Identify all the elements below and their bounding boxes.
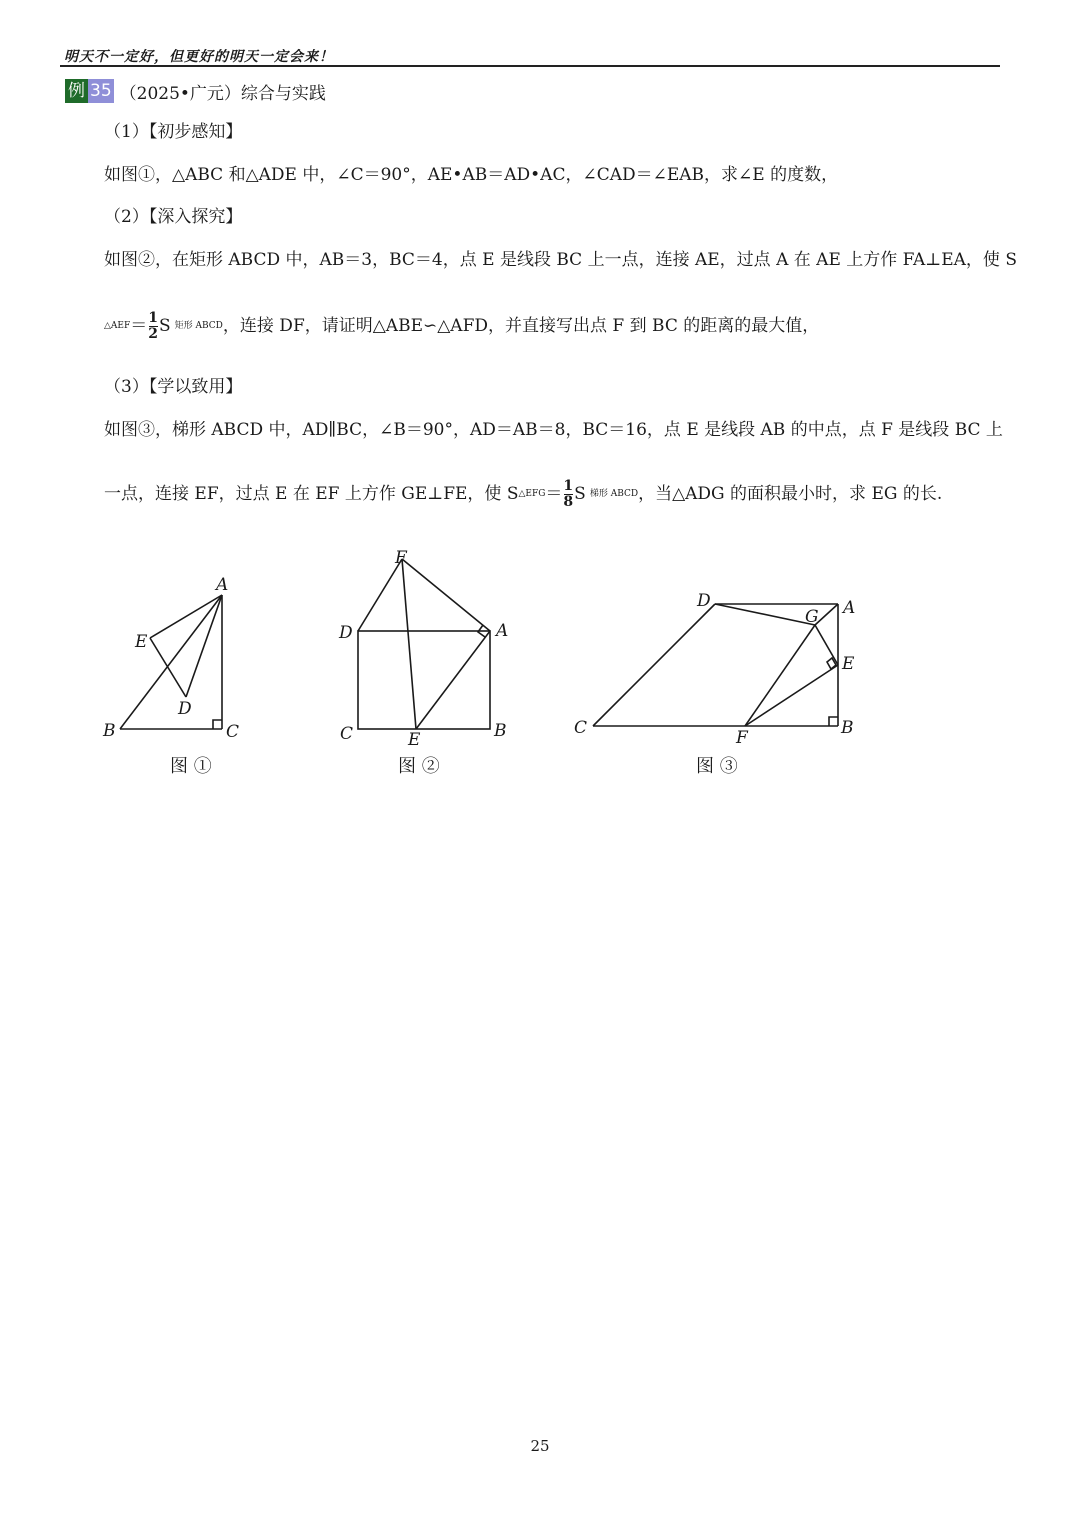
label-e: E [135, 632, 148, 652]
example-number: 35 [90, 81, 112, 101]
label-c: C [574, 718, 588, 738]
example-tag: 例 [65, 79, 88, 103]
part2-line2 [104, 306, 819, 346]
right-angle-mark-c [213, 720, 222, 729]
segment-fe [402, 559, 416, 729]
segment-ae [150, 595, 222, 638]
figures-area [0, 540, 1080, 800]
figure-3-caption: 图 ③ [696, 756, 738, 777]
part3-heading: （3）【学以致用】 [104, 377, 243, 397]
fraction-one-half [148, 311, 158, 342]
fraction-one-eighth [563, 479, 573, 510]
segment-ge [815, 625, 838, 665]
label-a: A [843, 598, 856, 618]
figure-2-caption: 图 ② [398, 756, 440, 777]
label-d: D [178, 699, 192, 719]
label-c: C [340, 724, 354, 744]
part3-line1: 如图③，梯形 ABCD 中，AD∥BC，∠B＝90°，AD＝AB＝8，BC＝16，点 E 是线段 AB 的中点，点 F 是线段 BC 上 [104, 420, 1003, 440]
fraction-numerator: 1 [148, 309, 158, 326]
example-title-line [65, 79, 326, 103]
fraction-denominator: 8 [563, 493, 574, 510]
label-b: B [103, 721, 116, 741]
segment-ed [150, 638, 186, 697]
label-a: A [496, 621, 509, 641]
header-divider [60, 65, 1000, 67]
label-d: D [697, 591, 711, 611]
label-a: A [216, 575, 229, 595]
label-b: B [841, 718, 854, 738]
rectangle-abcd [358, 631, 490, 729]
figure-1-caption: 图 ① [170, 756, 212, 777]
area-subscript-efg: △EFG [518, 489, 546, 499]
label-c: C [226, 722, 240, 742]
segment-dc [593, 604, 715, 726]
segment-df [358, 559, 402, 631]
segment-ef [745, 665, 838, 726]
segment-dg [715, 604, 815, 625]
fraction-denominator: 2 [148, 325, 158, 342]
part3-line2 [104, 474, 942, 514]
label-d: D [339, 623, 353, 643]
area-symbol: S [159, 316, 171, 336]
part2-line1: 如图②，在矩形 ABCD 中，AB＝3，BC＝4，点 E 是线段 BC 上一点，连接 AE，过点 A 在 AE 上方作 FA⊥EA，使 S [104, 250, 1017, 270]
part3-line2-rest: ，当△ADG 的面积最小时，求 EG 的长. [638, 484, 943, 504]
figure-2 [358, 559, 490, 729]
part2-line2-rest: ，连接 DF，请证明△ABE∽△AFD，并直接写出点 F 到 BC 的距离的最大值， [222, 316, 820, 336]
fraction-numerator: 1 [563, 477, 574, 494]
segment-gf [745, 625, 815, 726]
segment-fa [402, 559, 490, 631]
part2-heading: （2）【深入探究】 [104, 207, 243, 227]
equals-sign: ＝ [130, 316, 148, 336]
area-subscript-aef: △AEF [104, 321, 131, 331]
area-subscript-trapezoid: 梯形 ABCD [589, 489, 639, 499]
part1-text: 如图①，△ABC 和△ADE 中，∠C＝90°，AE•AB＝AD•AC，∠CAD＝∠EAB，求∠E 的度数， [104, 165, 839, 185]
label-b: B [494, 721, 507, 741]
label-e: E [408, 730, 421, 750]
header-motto: 明天不一定好，但更好的明天一定会来！ [64, 49, 334, 65]
label-e: E [842, 654, 855, 674]
part3-line2-start: 一点，连接 EF，过点 E 在 EF 上方作 GE⊥FE，使 S [104, 484, 519, 504]
part1-heading: （1）【初步感知】 [104, 122, 243, 142]
area-symbol: S [574, 484, 586, 504]
example-title: （2025•广元）综合与实践 [119, 83, 326, 104]
area-subscript-rectangle: 矩形 ABCD [174, 321, 223, 331]
page-number: 25 [530, 1437, 550, 1455]
segment-ae [416, 631, 490, 729]
segment-ad [186, 595, 222, 697]
label-f: F [736, 728, 748, 748]
label-g: G [805, 607, 819, 627]
figure-3 [593, 604, 838, 726]
segment-ab [120, 595, 222, 729]
figure-1 [120, 595, 222, 729]
equals-sign: ＝ [545, 484, 563, 504]
right-angle-mark-b [829, 717, 838, 726]
label-f: F [395, 548, 407, 568]
